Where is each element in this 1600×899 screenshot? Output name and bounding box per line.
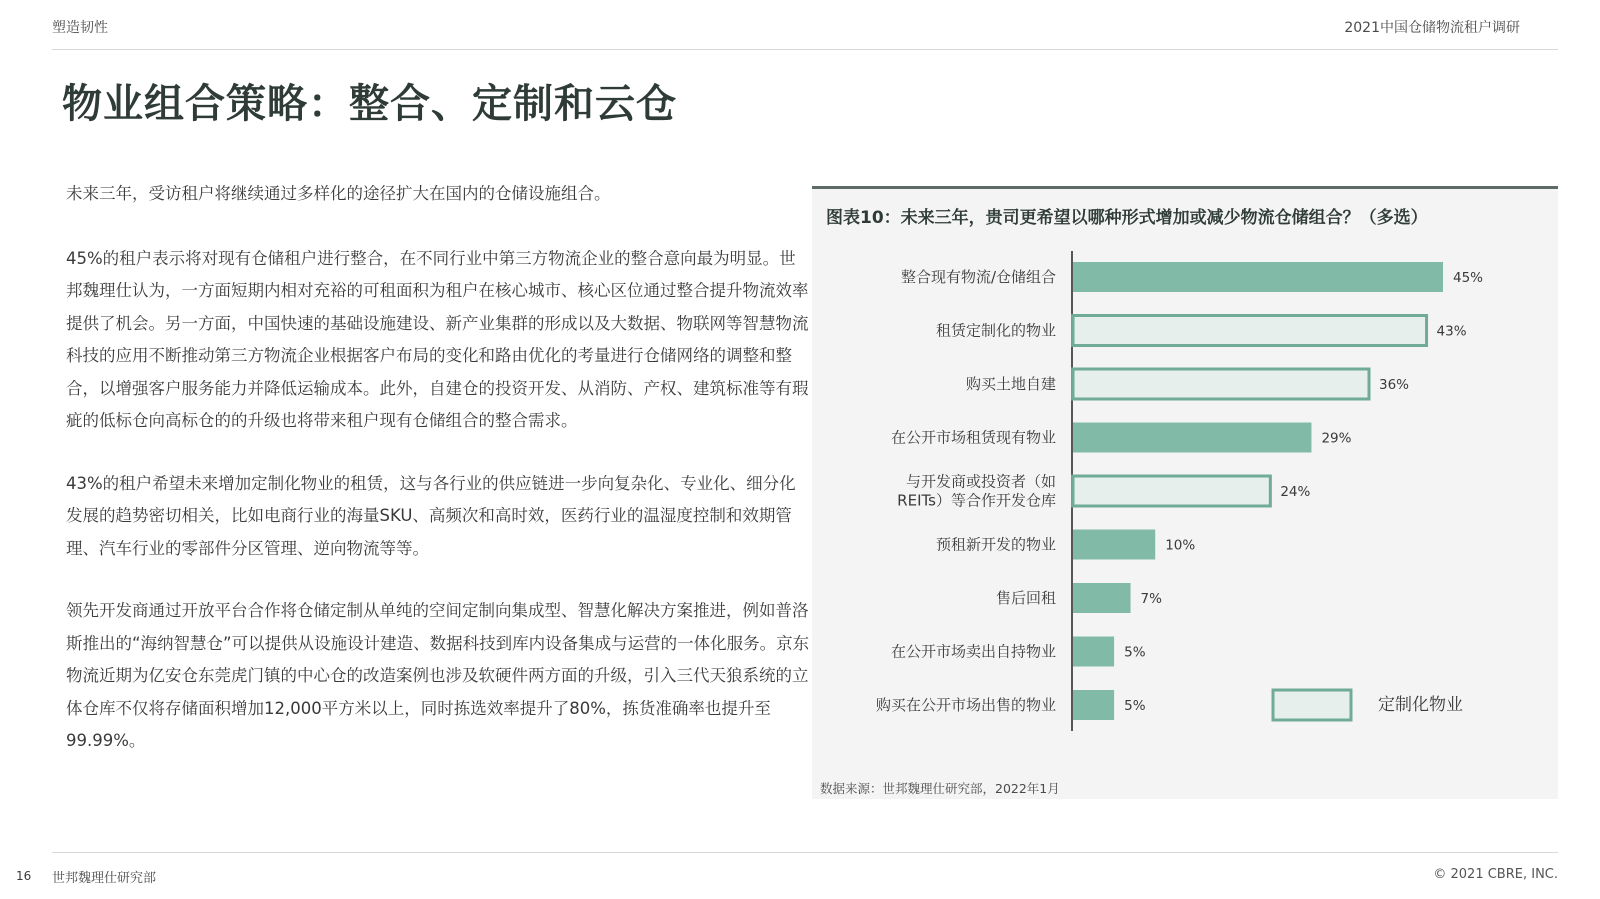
paragraph-developers: 领先开发商通过开放平台合作将仓储定制从单纯的空间定制向集成型、智慧化解决方案推进，例如普洛斯推出的“海纳智慧仓”可以提供从设施设计建造、数据科技到库内设备集成与运营的一体化服务。京东物流近期为亿安仓东莞虎门镇的中心仓的改造案例也涉及软硬件两方面的升级，引入三代天狼系统的立体仓库不仅将存储面积增加12,000平方米以上，同时拣选效率提升了80%，拣货准确率也提升至99.99%。 bbox=[66, 601, 810, 750]
report-name: 2021中国仓储物流租户调研 bbox=[1344, 20, 1520, 36]
chart-bar bbox=[1073, 316, 1427, 346]
chart-bar bbox=[1073, 690, 1114, 720]
footer-divider bbox=[52, 852, 1558, 853]
chart-category-label: 购买土地自建 bbox=[965, 375, 1056, 393]
chart-value-label: 5% bbox=[1124, 644, 1146, 661]
chart-category-label: 整合现有物流/仓储组合 bbox=[900, 268, 1056, 286]
page-number: 16 bbox=[16, 869, 32, 883]
chart-category-label: 在公开市场租赁现有物业 bbox=[890, 428, 1056, 447]
chart-bar bbox=[1073, 637, 1114, 667]
chart-title: 图表10：未来三年，贵司更希望以哪种形式增加或减少物流仓储组合？（多选） bbox=[826, 208, 1428, 228]
chart-value-label: 45% bbox=[1453, 270, 1484, 286]
chart-panel bbox=[812, 186, 1558, 799]
footer-department: 世邦魏理仕研究部 bbox=[52, 871, 157, 886]
chart-bar bbox=[1073, 530, 1155, 560]
paragraph-intro: 未来三年，受访租户将继续通过多样化的途径扩大在国内的仓储设施组合。 bbox=[66, 184, 611, 203]
page-title: 物业组合策略：整合、定制和云仓 bbox=[62, 80, 677, 127]
chart-bar bbox=[1073, 476, 1270, 506]
chart-value-label: 24% bbox=[1280, 484, 1311, 500]
section-label: 塑造韧性 bbox=[52, 20, 108, 36]
chart-value-label: 7% bbox=[1140, 591, 1162, 607]
chart-category-label: 在公开市场卖出自持物业 bbox=[890, 642, 1056, 661]
bar-chart bbox=[812, 189, 1558, 789]
chart-bar bbox=[1073, 369, 1369, 399]
chart-value-label: 5% bbox=[1124, 698, 1146, 714]
body-text bbox=[66, 178, 810, 788]
chart-category-label: 与开发商或投资者（如 bbox=[905, 472, 1056, 491]
chart-category-label: 售后回租 bbox=[995, 589, 1056, 607]
legend-label: 定制化物业 bbox=[1378, 695, 1463, 715]
legend-swatch bbox=[1273, 690, 1351, 720]
chart-value-label: 36% bbox=[1379, 377, 1410, 393]
chart-bar bbox=[1073, 423, 1311, 453]
chart-category-label: 购买在公开市场出售的物业 bbox=[875, 696, 1056, 714]
chart-source: 数据来源：世邦魏理仕研究部，2022年1月 bbox=[820, 781, 1060, 796]
chart-value-label: 43% bbox=[1436, 323, 1467, 340]
chart-category-label: 预租新开发的物业 bbox=[935, 535, 1056, 554]
copyright: © 2021 CBRE, INC. bbox=[1433, 867, 1558, 882]
header-divider bbox=[52, 49, 1558, 50]
chart-bar bbox=[1073, 583, 1131, 613]
chart-bar bbox=[1073, 262, 1443, 292]
chart-value-label: 10% bbox=[1165, 537, 1196, 554]
chart-category-label: REITs）等合作开发仓库 bbox=[897, 491, 1056, 510]
chart-value-label: 29% bbox=[1321, 430, 1352, 447]
chart-category-label: 租赁定制化的物业 bbox=[935, 321, 1056, 340]
paragraph-consolidation: 45%的租户表示将对现有仓储租户进行整合，在不同行业中第三方物流企业的整合意向最为明显。世邦魏理仕认为，一方面短期内相对充裕的可租面积为租户在核心城市、核心区位通过整合提升物流效率提供了机会。另一方面，中国快速的基础设施建设、新产业集群的形成以及大数据、物联网等智慧物流科技的应用不断推动第三方物流企业根据客户布局的变化和路由优化的考量进行仓储网络的调整和整合，以增强客户服务能力并降低运输成本。此外，自建仓的投资开发、从消防、产权、建筑标准等有瑕疵的低标仓向高标仓的的升级也将带来租户现有仓储组合的整合需求。 bbox=[66, 248, 809, 430]
paragraph-customization: 43%的租户希望未来增加定制化物业的租赁，这与各行业的供应链进一步向复杂化、专业化、细分化发展的趋势密切相关，比如电商行业的海量SKU、高频次和高时效，医药行业的温湿度控制和效期管理、汽车行业的零部件分区管理、逆向物流等等。 bbox=[66, 473, 796, 558]
